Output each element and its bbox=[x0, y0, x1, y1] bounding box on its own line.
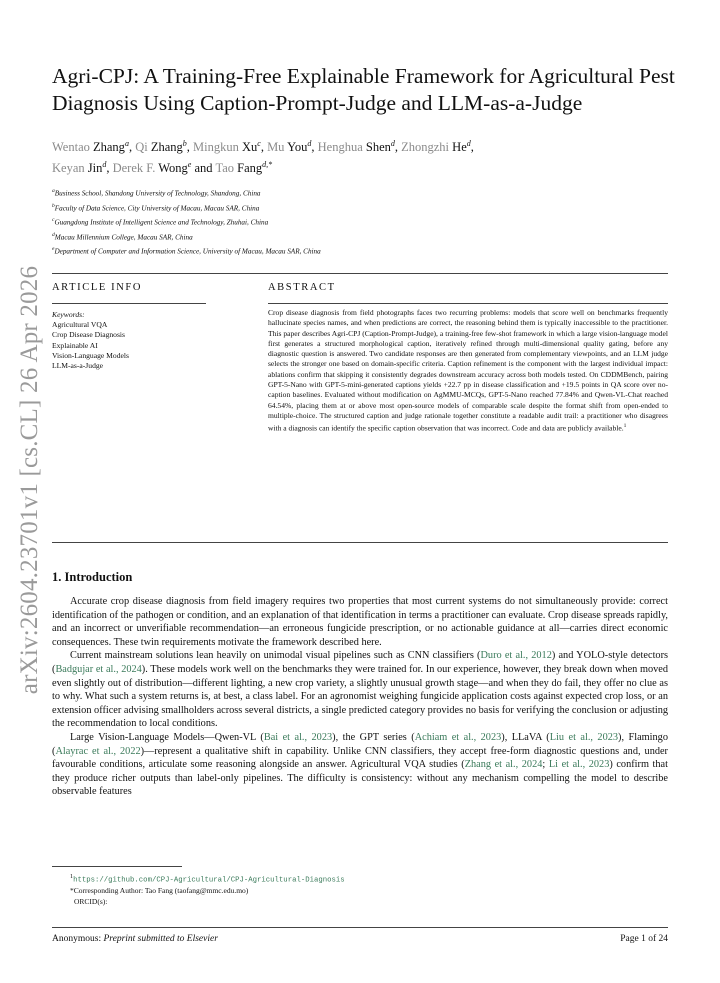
author-affil-mark: e bbox=[187, 160, 192, 170]
author bbox=[52, 140, 129, 154]
affiliation-text: Department of Computer and Information Science, University of Macau, Macau SAR, China bbox=[54, 247, 321, 256]
divider-bottom bbox=[52, 542, 668, 543]
author-last-name: Shen bbox=[365, 140, 391, 155]
author bbox=[318, 140, 395, 154]
footer-left bbox=[52, 934, 218, 944]
paper-title: Agri-CPJ: A Training-Free Explainable Framework for Agricultural Pest Diagnosis Using Caption-Prompt-Judge and LLM-as-a-Judge bbox=[52, 64, 675, 115]
author-first-name: Wentao bbox=[52, 140, 93, 155]
author-first-name: Mu bbox=[267, 140, 288, 155]
author bbox=[113, 161, 192, 175]
citation-link[interactable]: Duro et al., 2012 bbox=[480, 650, 552, 662]
author-last-name: Fang bbox=[237, 161, 263, 176]
author-first-name: Tao bbox=[215, 161, 238, 176]
footnote-corresponding: *Corresponding Author: Tao Fang (taofang@mmc.edu.mo) bbox=[70, 886, 249, 895]
author-affil-mark: c bbox=[257, 139, 261, 148]
affiliation bbox=[52, 229, 682, 244]
arxiv-stamp-text: arXiv:2604.23701v1 [cs.CL] 26 Apr 2026 bbox=[16, 265, 44, 695]
affiliation-mark: d bbox=[52, 231, 55, 238]
author-last-name: Xu bbox=[241, 140, 258, 155]
author bbox=[215, 161, 272, 175]
arxiv-stamp bbox=[8, 260, 52, 700]
affiliation-text: Faculty of Data Science, City University of Macau, Macau SAR, China bbox=[54, 203, 260, 212]
affiliation bbox=[52, 243, 682, 258]
author-last-name: Wong bbox=[158, 161, 188, 176]
author-affil-mark: a bbox=[124, 139, 129, 148]
affiliation-mark: b bbox=[52, 202, 55, 209]
author-first-name: Derek F. bbox=[112, 161, 159, 176]
footer-prefix: Anonymous: bbox=[52, 934, 102, 944]
affiliation bbox=[52, 200, 682, 215]
page-number: Page 1 of 24 bbox=[620, 934, 668, 944]
keywords-list bbox=[52, 320, 129, 371]
author-affil-mark: d bbox=[390, 139, 395, 148]
citation-link[interactable]: Liu et al., 2023 bbox=[549, 731, 619, 743]
abstract-heading: ABSTRACT bbox=[268, 282, 336, 293]
article-info-heading: ARTICLE INFO bbox=[52, 282, 143, 293]
paragraph: Large Vision-Language Models—Qwen-VL (Bai et al., 2023), the GPT series (Achiam et al., 2023), LLaVA (Liu et al., 2023), Flamingo (Alayrac et al., 2022)—represent a qualitative shift in capability. Unlike CNN classifiers, they accept free-form diagnostic questions and, under favourable conditions, articulate some reasoning alongside an answer. Agricultural VQA studies (Zhang et al., 2024; Li et al., 2023) confirm that they produce richer outputs than label-only pipelines. The difficulty is consistency: without any mechanism compelling the model to describe observable features bbox=[52, 731, 668, 798]
citation-link[interactable]: Alayrac et al., 2022 bbox=[55, 745, 141, 757]
author-first-name: Keyan bbox=[52, 161, 88, 176]
author bbox=[52, 161, 106, 175]
affiliation-text: Macau Millennium College, Macau SAR, China bbox=[54, 233, 193, 242]
keyword: Agricultural VQA bbox=[52, 320, 108, 329]
abstract-footnote-mark: 1 bbox=[623, 423, 627, 430]
author-last-name: Zhang bbox=[150, 140, 183, 155]
author-last-name: Zhang bbox=[93, 140, 125, 155]
keyword: Explainable AI bbox=[52, 340, 98, 350]
keyword: Crop Disease Diagnosis bbox=[52, 330, 125, 340]
author-last-name: You bbox=[287, 140, 308, 155]
keyword: Vision-Language Models bbox=[52, 350, 129, 360]
author bbox=[193, 140, 261, 154]
keyword: LLM-as-a-Judge bbox=[52, 361, 104, 371]
affiliation-mark: e bbox=[52, 246, 55, 253]
author-last-name: Jin bbox=[87, 161, 103, 176]
abstract-rule bbox=[268, 303, 668, 304]
section-heading-introduction: 1. Introduction bbox=[52, 570, 133, 584]
author-first-name: Henghua bbox=[317, 140, 366, 155]
repo-link[interactable]: https://github.com/CPJ-Agricultural/CPJ-Agricultural-Diagnosis bbox=[73, 876, 345, 885]
citation-link[interactable]: Zhang et al., 2024 bbox=[464, 759, 543, 771]
author-first-name: Mingkun bbox=[193, 140, 242, 155]
author-affil-mark: d bbox=[102, 160, 107, 170]
author-first-name: Qi bbox=[135, 140, 151, 155]
footnotes bbox=[70, 872, 670, 907]
introduction-body bbox=[52, 595, 668, 799]
author bbox=[401, 140, 471, 154]
citation-link[interactable]: Badgujar et al., 2024 bbox=[55, 663, 142, 675]
citation-link[interactable]: Li et al., 2023 bbox=[548, 759, 610, 771]
author-list: Wentao Zhang$^a$, Qi Zhang$^b$, Mingkun Xu$^c$, Mu You$^d$, Henghua Shen$^d$, Zhongzhi He$^d$, Keyan Jin$^d$, Derek F. Wong$^e$ and Tao Fang$^{d,*}$ bbox=[52, 139, 474, 176]
affiliation-text: Business School, Shandong University of Technology, Shandong, China bbox=[54, 189, 261, 198]
paragraph: Accurate crop disease diagnosis from field imagery requires two properties that most current systems do not simultaneously provide: correct identification of the pathogen or condition, and an explanation of that identification in terms a practitioner can evaluate. Crop disease spreads rapidly, and an incorrect or unverifiable recommendation—an erroneous fungicide prescription, or no actionable guidance at all—carries direct economic consequences. These twin requirements motivate the framework described here. bbox=[52, 596, 668, 648]
author-affil-mark: d bbox=[466, 139, 471, 148]
footnote-orcid: ORCID(s): bbox=[74, 896, 108, 906]
affiliation bbox=[52, 185, 682, 200]
abstract-text: Crop disease diagnosis from field photographs faces two recurring problems: models that score well on benchmarks frequently hallucinate species names, and when predictions are correct, the reasoning behind them is typically inaccessible to the practitioner. This paper describes Agri-CPJ (Caption-Prompt-Judge), a training-free few-shot framework in which a large vision-language model first generates a structured morphological caption, iteratively refined through multi-dimensional quality gating, before any diagnostic question is answered. Two candidate responses are then generated from complementary viewpoints, and an LLM judge selects the stronger one based on domain-specific criteria. Caption refinement is the component with the largest individual impact: ablations confirm that skipping it consistently degrades downstream accuracy across both models tested. On CDDMBench, pairing GPT-5-Nano with GPT-5-mini-generated captions yields +22.7 pp in disease classification and +19.5 points in QA score over no-caption baselines. Evaluated without modification on AgMMU-MCQs, GPT-5-Nano reached 77.84% and Qwen-VL-Chat reached 64.54%, placing them at or above most open-source models of comparable scale despite the format shift from open-ended to multiple-choice. The structured caption and judge rationale together constitute a readable audit trail: a practitioner who disagrees with a diagnosis can identify the specific caption observation that was incorrect. Code and data are publicly available. bbox=[268, 308, 668, 433]
article-info-rule bbox=[52, 303, 206, 304]
author-affil-mark: d,* bbox=[262, 160, 273, 170]
footnote-mark: 1 bbox=[70, 873, 74, 880]
author-first-name: Zhongzhi bbox=[401, 140, 453, 155]
affiliation-text: Guangdong Institute of Intelligent Science and Technology, Zhuhai, China bbox=[54, 218, 269, 227]
author-last-name: He bbox=[452, 140, 467, 155]
divider-top bbox=[52, 273, 668, 274]
author bbox=[135, 140, 187, 154]
footer-rule bbox=[52, 927, 668, 928]
affiliation-mark: c bbox=[52, 217, 55, 224]
footer-journal: Preprint submitted to Elsevier bbox=[103, 934, 218, 944]
abstract-body bbox=[268, 308, 668, 434]
citation-link[interactable]: Bai et al., 2023 bbox=[263, 731, 333, 743]
keywords-label: Keywords: bbox=[52, 310, 85, 319]
paragraph: Current mainstream solutions lean heavily on unimodal visual pipelines such as CNN classifiers (Duro et al., 2012) and YOLO-style detectors (Badgujar et al., 2024). These models work well on the benchmarks they were trained for. In our experience, however, they break down when moved even slightly out of distribution—different lighting, a new crop variety, a slightly unusual growth stage—and when they do fail, they offer no clue as to why. What such a system returns is, at best, a class label. For an agronomist weighing fungicide application costs against expected crop loss, or an extension officer advising smallholders across several districts, a single predicted category provides no basis for verifying the conclusion or adjusting the recommendation to local conditions. bbox=[52, 650, 669, 730]
author bbox=[267, 140, 311, 154]
author-affil-mark: b bbox=[182, 139, 187, 148]
affiliation-mark: a bbox=[52, 188, 55, 194]
author-affil-mark: d bbox=[307, 139, 312, 148]
footnote-rule bbox=[52, 866, 182, 867]
citation-link[interactable]: Achiam et al., 2023 bbox=[414, 731, 502, 743]
affiliation bbox=[52, 214, 682, 229]
affiliation-list bbox=[52, 185, 682, 258]
footnote-url bbox=[70, 872, 670, 886]
